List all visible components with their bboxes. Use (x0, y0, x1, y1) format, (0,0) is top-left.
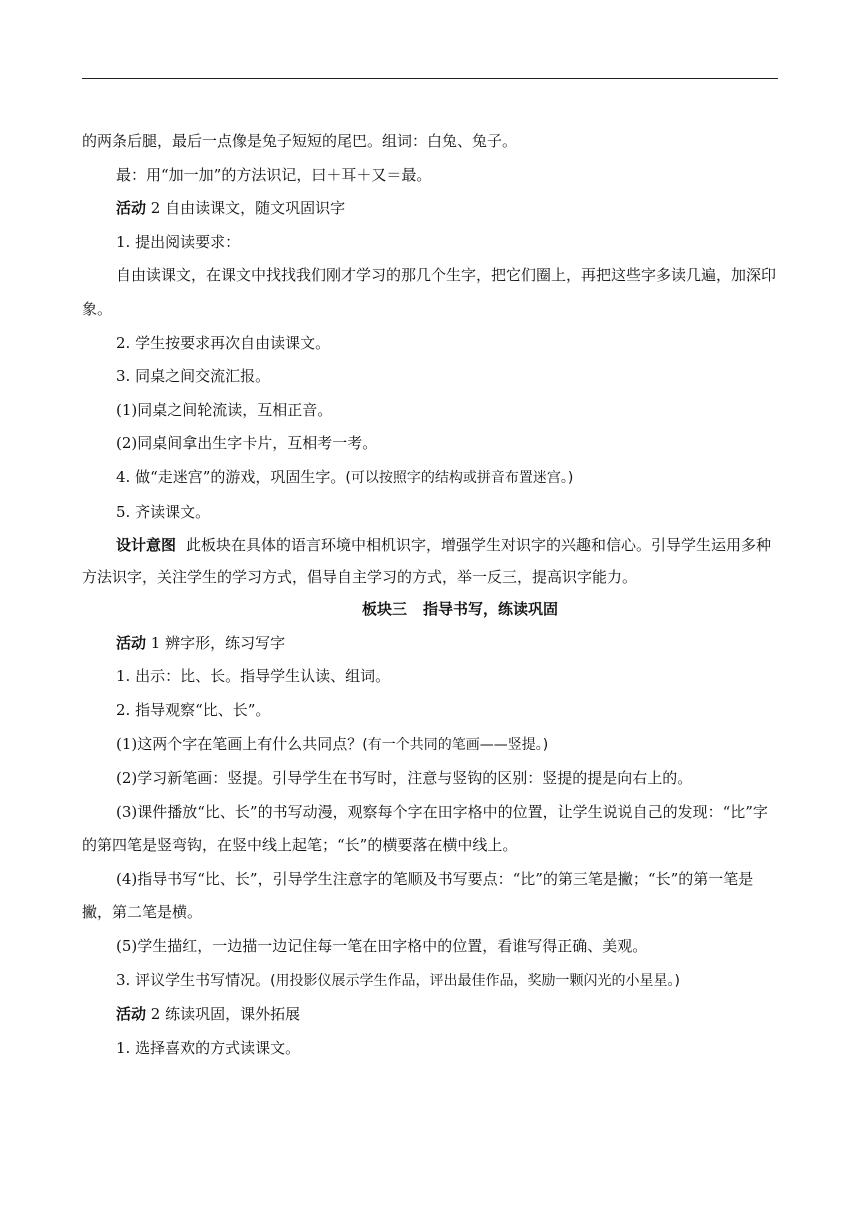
text-line: 3. 同桌之间交流汇报。 (116, 367, 271, 386)
activity-label: 活动 (116, 633, 147, 652)
text-line (82, 461, 778, 496)
text-line: 2. 学生按要求再次自由读课文。 (116, 333, 331, 352)
section-subtitle: 指导书写，练读巩固 (423, 600, 559, 619)
text-main: (1)这两个字在笔画上有什么共同点？ (116, 734, 363, 753)
section-heading (82, 593, 778, 627)
text-paragraph: (4)指导书写“比、长”，引导学生注意字的笔顺及书写要点：“比”的第三笔是撇；“长”的第一笔是撇，第二笔是横。 (82, 869, 754, 922)
text-line: (2)学习新笔画：竖提。引导学生在书写时，注意与竖钩的区别：竖提的提是向右上的。 (116, 769, 693, 788)
section-title: 板块三 (361, 600, 407, 619)
activity-title: 1 辨字形，练习写字 (146, 633, 286, 652)
text-main: 3. 评议学生书写情况。 (116, 970, 271, 989)
text-line: 1. 选择喜欢的方式读课文。 (116, 1038, 301, 1057)
design-intent-text: 此板块在具体的语言环境中相机识字，增强学生对识字的兴趣和信心。引导学生运用多种方法识字，关注学生的学习方式，倡导自主学习的方式，举一反三，提高识字能力。 (82, 536, 772, 587)
text-note: (用投影仪展示学生作品，评出最佳作品，奖励一颗闪光的小星星。) (270, 972, 681, 989)
text-note: (有一个共同的笔画——竖提。) (362, 736, 549, 753)
text-line: (2)同桌间拿出生字卡片，互相考一考。 (116, 434, 378, 453)
design-intent-label: 设计意图 (116, 536, 177, 555)
header-rule (82, 78, 778, 79)
activity-title: 2 自由读课文，随文巩固识字 (146, 199, 346, 218)
text-line: 1. 提出阅读要求： (116, 232, 241, 251)
design-intent (82, 529, 778, 593)
text-line (82, 728, 778, 763)
activity-label: 活动 (116, 1005, 147, 1024)
activity-title: 2 练读巩固，课外拓展 (146, 1005, 301, 1024)
text-line: 最：用“加一加”的方法识记，曰＋耳＋又＝最。 (116, 165, 432, 184)
text-line (82, 964, 778, 999)
text-paragraph: (3)课件播放“比、长”的书写动漫，观察每个字在田字格中的位置，让学生说说自己的发现：“比”字的第四笔是竖弯钩，在竖中线上起笔；“长”的横要落在横中线上。 (82, 802, 768, 855)
text-paragraph: 自由读课文，在课文中找找我们刚才学习的那几个生字，把它们圈上，再把这些字多读几遍，加深印象。 (82, 266, 777, 318)
text-line: 5. 齐读课文。 (116, 502, 211, 521)
activity-label: 活动 (116, 199, 147, 218)
activity-heading (82, 998, 778, 1032)
text-line: 2. 指导观察“比、长”。 (116, 700, 271, 719)
text-note: (可以按照字的结构或拼音布置迷宫。) (345, 469, 574, 486)
document-body (82, 125, 778, 1065)
text-line: 的两条后腿，最后一点像是兔子短短的尾巴。组词：白兔、兔子。 (82, 132, 518, 150)
activity-heading (82, 192, 778, 226)
text-line: (5)学生描红，一边描一边记住每一笔在田字格中的位置，看谁写得正确、美观。 (116, 937, 648, 956)
text-main: 4. 做“走迷宫”的游戏，巩固生字。 (116, 467, 346, 486)
text-line: 1. 出示：比、长。指导学生认读、组词。 (116, 667, 391, 686)
text-line: (1)同桌之间轮流读，互相正音。 (116, 400, 333, 419)
activity-heading (82, 627, 778, 661)
